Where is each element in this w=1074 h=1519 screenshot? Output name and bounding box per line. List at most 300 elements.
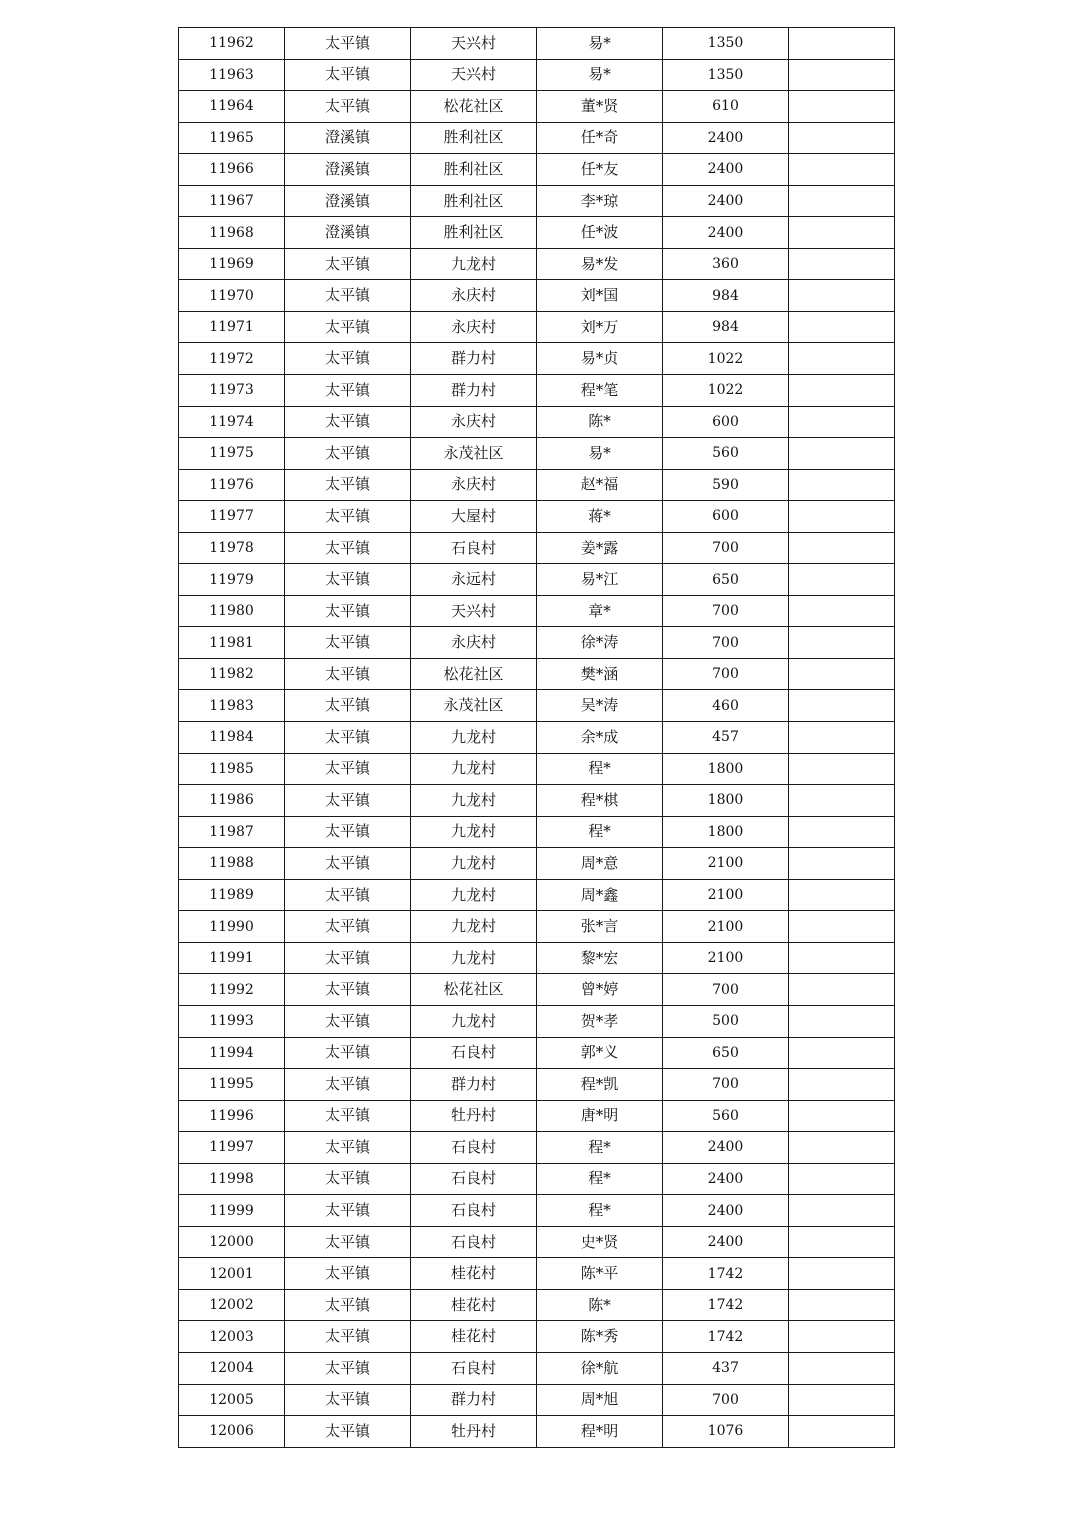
note-cell [789, 753, 895, 785]
person-name-cell: 唐*明 [537, 1100, 663, 1132]
amount-cell: 1742 [663, 1321, 789, 1353]
amount-cell: 1350 [663, 28, 789, 60]
town-cell: 太平镇 [285, 564, 411, 596]
person-name-cell: 易*发 [537, 248, 663, 280]
amount-cell: 1022 [663, 343, 789, 375]
note-cell [789, 1416, 895, 1448]
note-cell [789, 1226, 895, 1258]
table-row [179, 406, 895, 438]
person-name-cell: 姜*露 [537, 532, 663, 564]
serial-number-cell: 11982 [179, 658, 285, 690]
amount-cell: 700 [663, 627, 789, 659]
town-cell: 太平镇 [285, 469, 411, 501]
village-cell: 石良村 [411, 1037, 537, 1069]
person-name-cell: 黎*宏 [537, 942, 663, 974]
town-cell: 澄溪镇 [285, 122, 411, 154]
table-row [179, 91, 895, 123]
serial-number-cell: 11979 [179, 564, 285, 596]
village-cell: 九龙村 [411, 785, 537, 817]
town-cell: 太平镇 [285, 91, 411, 123]
amount-cell: 2400 [663, 1195, 789, 1227]
village-cell: 牡丹村 [411, 1416, 537, 1448]
town-cell: 太平镇 [285, 1352, 411, 1384]
note-cell [789, 1195, 895, 1227]
serial-number-cell: 11993 [179, 1005, 285, 1037]
person-name-cell: 刘*万 [537, 311, 663, 343]
table-row [179, 1416, 895, 1448]
town-cell: 太平镇 [285, 343, 411, 375]
village-cell: 九龙村 [411, 942, 537, 974]
village-cell: 永远村 [411, 564, 537, 596]
table-row [179, 1132, 895, 1164]
serial-number-cell: 11994 [179, 1037, 285, 1069]
person-name-cell: 吴*涛 [537, 690, 663, 722]
town-cell: 太平镇 [285, 532, 411, 564]
amount-cell: 2400 [663, 217, 789, 249]
town-cell: 太平镇 [285, 28, 411, 60]
table-body [179, 28, 895, 1448]
note-cell [789, 280, 895, 312]
person-name-cell: 程*笔 [537, 375, 663, 407]
village-cell: 永庆村 [411, 280, 537, 312]
table-row [179, 1289, 895, 1321]
table-row [179, 848, 895, 880]
serial-number-cell: 11973 [179, 375, 285, 407]
town-cell: 澄溪镇 [285, 217, 411, 249]
note-cell [789, 722, 895, 754]
town-cell: 太平镇 [285, 690, 411, 722]
table-row [179, 1037, 895, 1069]
person-name-cell: 程* [537, 1132, 663, 1164]
table-row [179, 627, 895, 659]
table-row [179, 658, 895, 690]
note-cell [789, 911, 895, 943]
note-cell [789, 690, 895, 722]
village-cell: 天兴村 [411, 28, 537, 60]
amount-cell: 1742 [663, 1258, 789, 1290]
village-cell: 群力村 [411, 1384, 537, 1416]
town-cell: 太平镇 [285, 311, 411, 343]
person-name-cell: 周*鑫 [537, 879, 663, 911]
serial-number-cell: 11984 [179, 722, 285, 754]
serial-number-cell: 11981 [179, 627, 285, 659]
amount-cell: 700 [663, 1384, 789, 1416]
table-row [179, 1352, 895, 1384]
serial-number-cell: 11987 [179, 816, 285, 848]
note-cell [789, 1069, 895, 1101]
person-name-cell: 曾*婷 [537, 974, 663, 1006]
amount-cell: 600 [663, 501, 789, 533]
town-cell: 太平镇 [285, 879, 411, 911]
amount-cell: 700 [663, 1069, 789, 1101]
village-cell: 永茂社区 [411, 438, 537, 470]
village-cell: 大屋村 [411, 501, 537, 533]
table-row [179, 564, 895, 596]
town-cell: 太平镇 [285, 248, 411, 280]
person-name-cell: 徐*涛 [537, 627, 663, 659]
serial-number-cell: 11968 [179, 217, 285, 249]
table-row [179, 1005, 895, 1037]
table-row [179, 722, 895, 754]
town-cell: 太平镇 [285, 848, 411, 880]
town-cell: 太平镇 [285, 785, 411, 817]
table-row [179, 1195, 895, 1227]
table-row [179, 1226, 895, 1258]
person-name-cell: 章* [537, 595, 663, 627]
amount-cell: 700 [663, 974, 789, 1006]
village-cell: 胜利社区 [411, 154, 537, 186]
table-row [179, 154, 895, 186]
note-cell [789, 532, 895, 564]
table-row [179, 28, 895, 60]
amount-cell: 650 [663, 1037, 789, 1069]
amount-cell: 2400 [663, 122, 789, 154]
serial-number-cell: 12004 [179, 1352, 285, 1384]
village-cell: 石良村 [411, 1195, 537, 1227]
serial-number-cell: 12001 [179, 1258, 285, 1290]
village-cell: 胜利社区 [411, 217, 537, 249]
village-cell: 群力村 [411, 375, 537, 407]
note-cell [789, 406, 895, 438]
serial-number-cell: 11972 [179, 343, 285, 375]
village-cell: 永茂社区 [411, 690, 537, 722]
serial-number-cell: 11969 [179, 248, 285, 280]
town-cell: 太平镇 [285, 1289, 411, 1321]
town-cell: 太平镇 [285, 1069, 411, 1101]
serial-number-cell: 11983 [179, 690, 285, 722]
amount-cell: 2400 [663, 1163, 789, 1195]
village-cell: 牡丹村 [411, 1100, 537, 1132]
village-cell: 九龙村 [411, 816, 537, 848]
person-name-cell: 程* [537, 816, 663, 848]
note-cell [789, 375, 895, 407]
town-cell: 太平镇 [285, 1195, 411, 1227]
note-cell [789, 816, 895, 848]
town-cell: 澄溪镇 [285, 154, 411, 186]
serial-number-cell: 11985 [179, 753, 285, 785]
town-cell: 太平镇 [285, 1258, 411, 1290]
serial-number-cell: 11992 [179, 974, 285, 1006]
serial-number-cell: 12000 [179, 1226, 285, 1258]
town-cell: 太平镇 [285, 280, 411, 312]
note-cell [789, 564, 895, 596]
person-name-cell: 程*棋 [537, 785, 663, 817]
person-name-cell: 陈* [537, 406, 663, 438]
table-row [179, 59, 895, 91]
town-cell: 太平镇 [285, 1100, 411, 1132]
note-cell [789, 154, 895, 186]
amount-cell: 560 [663, 438, 789, 470]
person-name-cell: 易* [537, 59, 663, 91]
table-row [179, 690, 895, 722]
amount-cell: 984 [663, 280, 789, 312]
note-cell [789, 1352, 895, 1384]
village-cell: 胜利社区 [411, 122, 537, 154]
data-table [178, 27, 895, 1448]
serial-number-cell: 11990 [179, 911, 285, 943]
town-cell: 太平镇 [285, 722, 411, 754]
serial-number-cell: 11995 [179, 1069, 285, 1101]
person-name-cell: 樊*涵 [537, 658, 663, 690]
town-cell: 太平镇 [285, 911, 411, 943]
village-cell: 胜利社区 [411, 185, 537, 217]
town-cell: 太平镇 [285, 1384, 411, 1416]
person-name-cell: 张*言 [537, 911, 663, 943]
amount-cell: 2400 [663, 185, 789, 217]
table-row [179, 911, 895, 943]
person-name-cell: 任*波 [537, 217, 663, 249]
town-cell: 太平镇 [285, 1037, 411, 1069]
village-cell: 九龙村 [411, 879, 537, 911]
village-cell: 群力村 [411, 1069, 537, 1101]
person-name-cell: 周*意 [537, 848, 663, 880]
serial-number-cell: 11988 [179, 848, 285, 880]
serial-number-cell: 11980 [179, 595, 285, 627]
amount-cell: 1076 [663, 1416, 789, 1448]
person-name-cell: 史*贤 [537, 1226, 663, 1258]
note-cell [789, 248, 895, 280]
table-row [179, 816, 895, 848]
town-cell: 太平镇 [285, 1321, 411, 1353]
note-cell [789, 595, 895, 627]
town-cell: 太平镇 [285, 1163, 411, 1195]
serial-number-cell: 11962 [179, 28, 285, 60]
person-name-cell: 余*成 [537, 722, 663, 754]
note-cell [789, 217, 895, 249]
note-cell [789, 185, 895, 217]
person-name-cell: 郭*义 [537, 1037, 663, 1069]
note-cell [789, 974, 895, 1006]
amount-cell: 1350 [663, 59, 789, 91]
table-row [179, 217, 895, 249]
town-cell: 太平镇 [285, 1226, 411, 1258]
town-cell: 太平镇 [285, 816, 411, 848]
person-name-cell: 贺*孝 [537, 1005, 663, 1037]
note-cell [789, 627, 895, 659]
amount-cell: 500 [663, 1005, 789, 1037]
serial-number-cell: 11976 [179, 469, 285, 501]
town-cell: 澄溪镇 [285, 185, 411, 217]
person-name-cell: 任*奇 [537, 122, 663, 154]
town-cell: 太平镇 [285, 1132, 411, 1164]
table-row [179, 248, 895, 280]
note-cell [789, 1321, 895, 1353]
amount-cell: 1800 [663, 816, 789, 848]
village-cell: 桂花村 [411, 1289, 537, 1321]
table-row [179, 595, 895, 627]
village-cell: 天兴村 [411, 595, 537, 627]
amount-cell: 984 [663, 311, 789, 343]
amount-cell: 700 [663, 658, 789, 690]
town-cell: 太平镇 [285, 59, 411, 91]
serial-number-cell: 11991 [179, 942, 285, 974]
amount-cell: 700 [663, 595, 789, 627]
table-row [179, 280, 895, 312]
town-cell: 太平镇 [285, 1416, 411, 1448]
note-cell [789, 469, 895, 501]
note-cell [789, 879, 895, 911]
table-row [179, 942, 895, 974]
note-cell [789, 122, 895, 154]
note-cell [789, 785, 895, 817]
amount-cell: 1022 [663, 375, 789, 407]
serial-number-cell: 11967 [179, 185, 285, 217]
village-cell: 石良村 [411, 1132, 537, 1164]
serial-number-cell: 11998 [179, 1163, 285, 1195]
village-cell: 石良村 [411, 1352, 537, 1384]
person-name-cell: 程* [537, 753, 663, 785]
amount-cell: 2100 [663, 942, 789, 974]
village-cell: 永庆村 [411, 627, 537, 659]
note-cell [789, 91, 895, 123]
note-cell [789, 848, 895, 880]
table-row [179, 469, 895, 501]
person-name-cell: 李*琼 [537, 185, 663, 217]
serial-number-cell: 11997 [179, 1132, 285, 1164]
serial-number-cell: 11977 [179, 501, 285, 533]
table-row [179, 438, 895, 470]
serial-number-cell: 11996 [179, 1100, 285, 1132]
amount-cell: 600 [663, 406, 789, 438]
note-cell [789, 343, 895, 375]
person-name-cell: 周*旭 [537, 1384, 663, 1416]
table-row [179, 1163, 895, 1195]
serial-number-cell: 11978 [179, 532, 285, 564]
table-row [179, 1100, 895, 1132]
table-row [179, 343, 895, 375]
village-cell: 石良村 [411, 1226, 537, 1258]
note-cell [789, 438, 895, 470]
village-cell: 九龙村 [411, 848, 537, 880]
serial-number-cell: 11989 [179, 879, 285, 911]
person-name-cell: 程* [537, 1195, 663, 1227]
village-cell: 永庆村 [411, 406, 537, 438]
table-row [179, 1321, 895, 1353]
amount-cell: 360 [663, 248, 789, 280]
note-cell [789, 28, 895, 60]
village-cell: 桂花村 [411, 1321, 537, 1353]
amount-cell: 560 [663, 1100, 789, 1132]
amount-cell: 650 [663, 564, 789, 596]
table-row [179, 532, 895, 564]
note-cell [789, 59, 895, 91]
table-row [179, 311, 895, 343]
table-row [179, 501, 895, 533]
amount-cell: 457 [663, 722, 789, 754]
village-cell: 石良村 [411, 532, 537, 564]
serial-number-cell: 11999 [179, 1195, 285, 1227]
village-cell: 天兴村 [411, 59, 537, 91]
table-row [179, 785, 895, 817]
amount-cell: 700 [663, 532, 789, 564]
town-cell: 太平镇 [285, 595, 411, 627]
amount-cell: 610 [663, 91, 789, 123]
town-cell: 太平镇 [285, 406, 411, 438]
serial-number-cell: 11971 [179, 311, 285, 343]
person-name-cell: 易* [537, 28, 663, 60]
amount-cell: 2100 [663, 848, 789, 880]
note-cell [789, 942, 895, 974]
village-cell: 石良村 [411, 1163, 537, 1195]
village-cell: 九龙村 [411, 911, 537, 943]
town-cell: 太平镇 [285, 438, 411, 470]
serial-number-cell: 11966 [179, 154, 285, 186]
village-cell: 九龙村 [411, 722, 537, 754]
person-name-cell: 易*江 [537, 564, 663, 596]
person-name-cell: 陈*秀 [537, 1321, 663, 1353]
village-cell: 九龙村 [411, 753, 537, 785]
serial-number-cell: 12003 [179, 1321, 285, 1353]
person-name-cell: 易* [537, 438, 663, 470]
serial-number-cell: 11964 [179, 91, 285, 123]
serial-number-cell: 11970 [179, 280, 285, 312]
town-cell: 太平镇 [285, 1005, 411, 1037]
serial-number-cell: 11965 [179, 122, 285, 154]
amount-cell: 2400 [663, 1226, 789, 1258]
serial-number-cell: 12002 [179, 1289, 285, 1321]
note-cell [789, 1132, 895, 1164]
table-row [179, 1258, 895, 1290]
serial-number-cell: 11975 [179, 438, 285, 470]
town-cell: 太平镇 [285, 942, 411, 974]
table-row [179, 879, 895, 911]
note-cell [789, 1289, 895, 1321]
village-cell: 群力村 [411, 343, 537, 375]
person-name-cell: 陈* [537, 1289, 663, 1321]
town-cell: 太平镇 [285, 753, 411, 785]
table-row [179, 375, 895, 407]
person-name-cell: 程*明 [537, 1416, 663, 1448]
village-cell: 松花社区 [411, 91, 537, 123]
amount-cell: 1800 [663, 785, 789, 817]
village-cell: 松花社区 [411, 658, 537, 690]
note-cell [789, 1005, 895, 1037]
person-name-cell: 易*贞 [537, 343, 663, 375]
village-cell: 永庆村 [411, 469, 537, 501]
town-cell: 太平镇 [285, 658, 411, 690]
amount-cell: 2100 [663, 879, 789, 911]
amount-cell: 590 [663, 469, 789, 501]
note-cell [789, 1258, 895, 1290]
village-cell: 桂花村 [411, 1258, 537, 1290]
note-cell [789, 658, 895, 690]
amount-cell: 460 [663, 690, 789, 722]
note-cell [789, 1384, 895, 1416]
table-row [179, 753, 895, 785]
table-row [179, 1069, 895, 1101]
amount-cell: 2100 [663, 911, 789, 943]
person-name-cell: 徐*航 [537, 1352, 663, 1384]
note-cell [789, 1037, 895, 1069]
note-cell [789, 1100, 895, 1132]
amount-cell: 1742 [663, 1289, 789, 1321]
town-cell: 太平镇 [285, 375, 411, 407]
town-cell: 太平镇 [285, 974, 411, 1006]
serial-number-cell: 11974 [179, 406, 285, 438]
person-name-cell: 任*友 [537, 154, 663, 186]
person-name-cell: 程* [537, 1163, 663, 1195]
note-cell [789, 1163, 895, 1195]
amount-cell: 437 [663, 1352, 789, 1384]
town-cell: 太平镇 [285, 501, 411, 533]
amount-cell: 2400 [663, 1132, 789, 1164]
serial-number-cell: 12005 [179, 1384, 285, 1416]
serial-number-cell: 11963 [179, 59, 285, 91]
village-cell: 九龙村 [411, 1005, 537, 1037]
person-name-cell: 赵*福 [537, 469, 663, 501]
serial-number-cell: 12006 [179, 1416, 285, 1448]
table-row [179, 185, 895, 217]
